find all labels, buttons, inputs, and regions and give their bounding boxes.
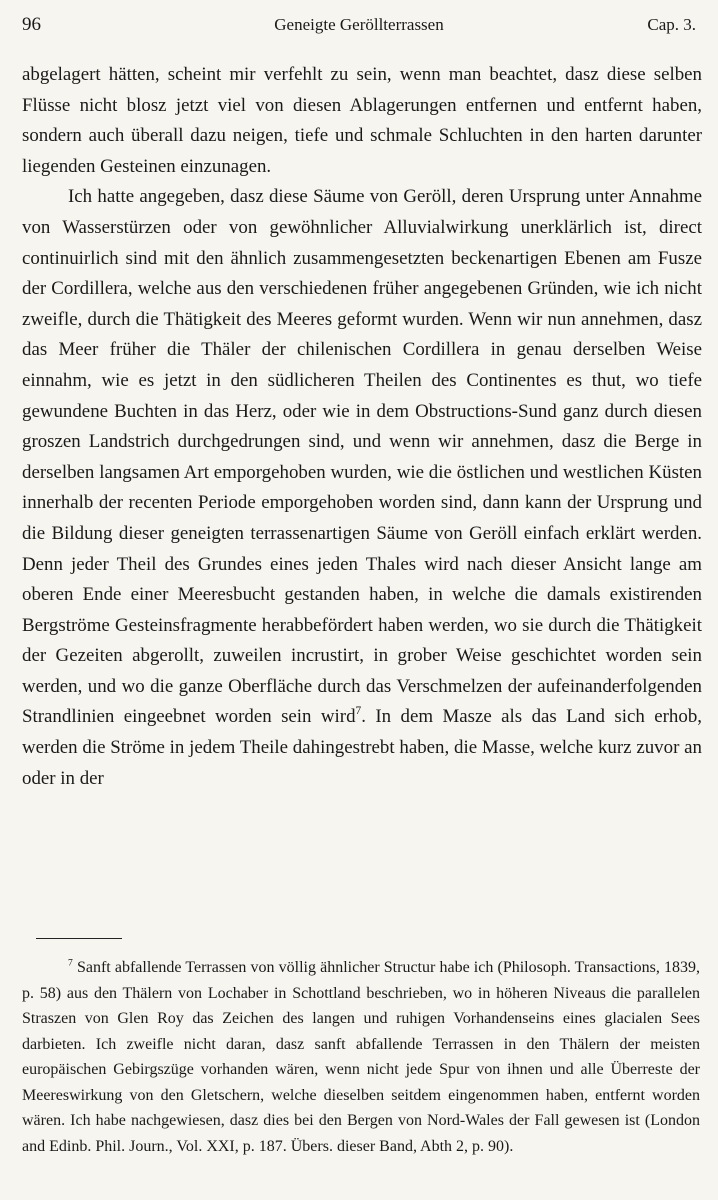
running-title: Geneigte Geröllterrassen: [274, 15, 444, 34]
footnote-text: Sanft abfallende Terrassen von völlig ähnlicher Structur habe ich (Philosoph. Transactions, 1839, p. 58) aus den Thälern von Lochaber in Schottland beschrieben, wo in höheren Niveaus die parallelen Straszen von Glen Roy das Zeichen des langen und ruhigen Vorhandenseins eines glacialen Sees darbieten. Ich zweifle nicht daran, dasz sanft abfallende Terrassen in den Thälern der meisten europäischen Gebirgszüge vorhanden wären, wenn nicht jede Spur von ihnen und alle Überreste der Meereswirkung von den Gletschern, welche dieselben seitdem eingenommen haben, entfernt worden wären. Ich habe nachgewiesen, dasz dies bei den Bergen von Nord-Wales der Fall gewesen ist (London and Edinb. Phil. Journ., Vol. XXI, p. 187. Übers. dieser Band, Abth 2, p. 90).: [22, 959, 701, 1155]
main-text: [22, 60, 702, 794]
running-head: [22, 14, 696, 42]
paragraph-text-continued: . In dem Masze als das Land sich erhob, werden die Ströme in jedem Theile dahingestrebt haben, die Masse, welche kurz zuvor an oder in der: [22, 706, 702, 789]
footnote-marker: 7: [68, 957, 73, 969]
page-number: 96: [22, 14, 41, 35]
footnote-reference: 7: [355, 705, 362, 718]
paragraph: [22, 182, 702, 794]
paragraph-continued: abgelagert hätten, scheint mir verfehlt zu sein, wenn man beachtet, dasz diese selben Flüsse nicht blosz jetzt viel von diesen Ablagerungen entfernen und entfernt haben, sondern auch überall dazu neigen, tiefe und schmale Schluchten in den harten darunter liegenden Gesteinen einzunagen.: [22, 64, 702, 177]
chapter-label: Cap. 3.: [647, 15, 696, 34]
footnotes: [22, 955, 700, 1159]
paragraph-text: Ich hatte angegeben, dasz diese Säume von Geröll, deren Ursprung unter Annahme von Wasserstürzen oder von gewöhnlicher Alluvialwirkung unerklärlich ist, direct continuirlich sind mit den ähnlich zusammengesetzten beckenartigen Ebenen am Fusze der Cordillera, welche aus den verschiedenen früher angegebenen Gründen, wie ich nicht zweifle, durch die Thätigkeit des Meeres geformt wurden. Wenn wir nun annehmen, dasz das Meer früher die Thäler der chilenischen Cordillera in genau derselben Weise einnahm, wie es jetzt in den südlicheren Theilen des Continentes es thut, wo tiefe gewundene Buchten in das Herz, oder wie in dem Obstructions-Sund ganz durch diesen groszen Landstrich durchgedrungen sind, und wenn wir annehmen, dasz die Berge in derselben langsamen Art emporgehoben wurden, wie die östlichen und westlichen Küsten innerhalb der recenten Periode emporgehoben worden sind, dann kann der Ursprung und die Bildung dieser geneigten terrassenartigen Säume von Geröll einfach erklärt werden. Denn jeder Theil des Grundes eines jeden Thales wird nach dieser Ansicht lange am oberen Ende einer Meeresbucht gestanden haben, in welche die damals existirenden Bergströme Gesteinsfragmente herabbefördert haben werden, wo sie durch die Thätigkeit der Gezeiten abgerollt, zuweilen incrustirt, in grober Weise geschichtet worden sein werden, und wo die ganze Oberfläche durch das Verschmelzen der aufeinanderfolgenden Strandlinien eingeebnet worden sein wird: [22, 186, 702, 728]
footnote: [22, 955, 700, 1159]
footnote-divider: [36, 938, 122, 939]
